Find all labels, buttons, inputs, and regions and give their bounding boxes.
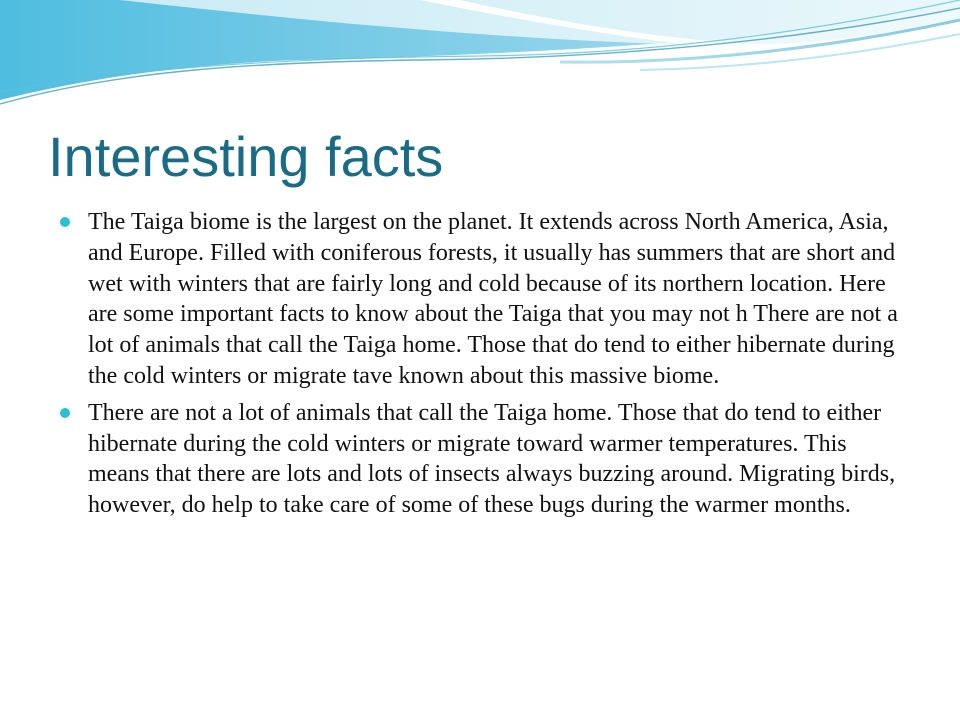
slide-title: Interesting facts (48, 125, 444, 188)
bullet-text: There are not a lot of animals that call the Taiga home. Those that do tend to either hibernate during the cold winters or migrate toward warmer temperatures. This means that there are lots and lots of insects always buzzing around. Migrating birds, however, do help to take care of some of these bugs during the warmer months. (88, 399, 896, 519)
bullet-marker-icon (60, 408, 70, 418)
bullet-item (60, 398, 910, 521)
bullet-marker-icon (60, 217, 70, 227)
bullet-list (60, 207, 910, 527)
bullet-item (60, 207, 910, 392)
header-wave-decoration (0, 0, 960, 120)
bullet-text: The Taiga biome is the largest on the planet. It extends across North America, Asia, and Europe. Filled with coniferous forests, it usually has summers that are short and wet with winters that are fairly long and cold because of its northern location. Here are some important facts to know about the Taiga that you may not h There are not a lot of animals that call the Taiga home. Those that do tend to either hibernate during the cold winters or migrate tave known about this massive biome. (88, 209, 898, 389)
